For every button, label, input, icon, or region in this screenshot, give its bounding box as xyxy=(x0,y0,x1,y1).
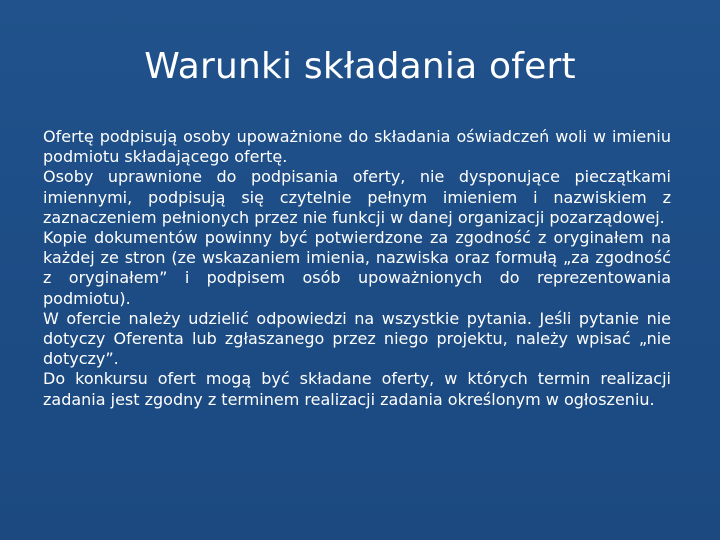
slide-title: Warunki składania ofert xyxy=(144,46,576,87)
paragraph-answer-all-questions: W ofercie należy udzielić odpowiedzi na wszystkie pytania. Jeśli pytanie nie dotyczy Oferenta lub zgłaszanego przez niego projektu, należy wpisać „nie dotyczy”. xyxy=(43,308,671,369)
paragraph-document-copies: Kopie dokumentów powinny być potwierdzone za zgodność z oryginałem na każdej ze stron (ze wskazaniem imienia, nazwiska oraz formułą „za zgodność z oryginałem” i podpisem osób upoważnionych do reprezentowania podmiotu). xyxy=(43,228,671,308)
paragraph-signature-authorized: Ofertę podpisują osoby upoważnione do składania oświadczeń woli w imieniu podmiotu składającego ofertę. xyxy=(43,127,671,167)
slide-content xyxy=(43,127,671,410)
paragraph-implementation-deadline: Do konkursu ofert mogą być składane oferty, w których termin realizacji zadania jest zgodny z terminem realizacji zadania określonym w ogłoszeniu. xyxy=(43,369,671,409)
paragraph-signature-without-stamps: Osoby uprawnione do podpisania oferty, nie dysponujące pieczątkami imiennymi, podpisują się czytelnie pełnym imieniem i nazwiskiem z zaznaczeniem pełnionych przez nie funkcji w danej organizacji pozarządowej. xyxy=(43,167,671,227)
